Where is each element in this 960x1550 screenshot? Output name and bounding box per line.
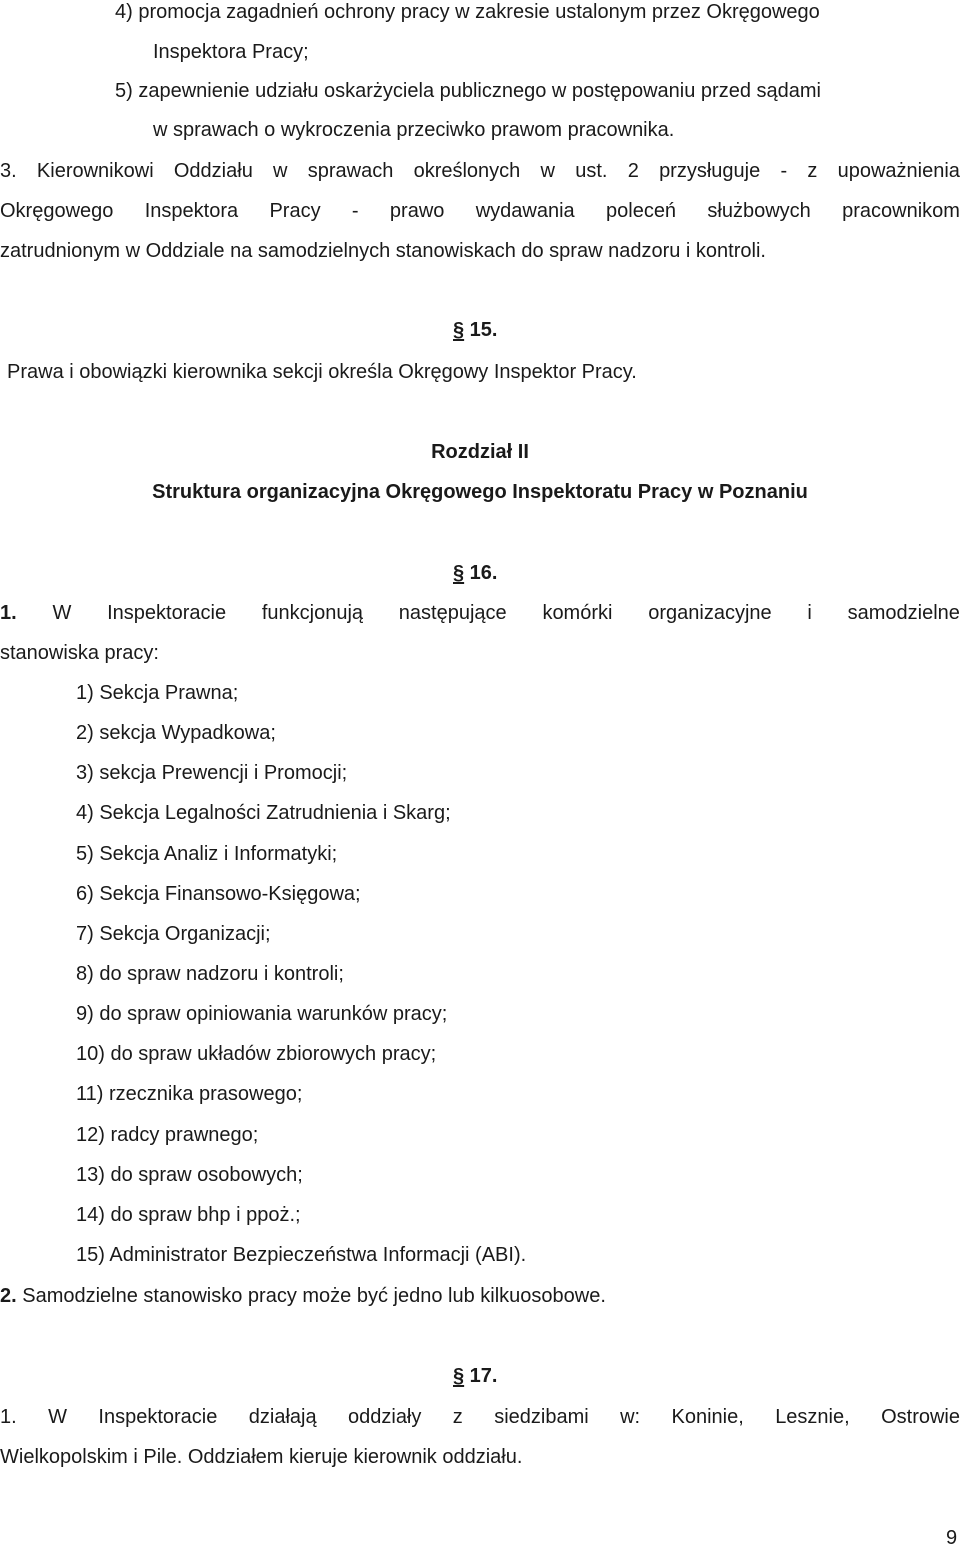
word: Inspektoracie — [107, 602, 227, 624]
section-number: 16. — [464, 562, 498, 584]
word: poleceń — [606, 200, 677, 222]
list-item: 14) do spraw bhp i ppoż.; — [76, 1204, 301, 1226]
word: upoważnienia — [837, 160, 960, 182]
para3-line3: zatrudnionym w Oddziale na samodzielnych stanowiskach do spraw nadzoru i kontroli. — [0, 240, 766, 262]
section-16-p1-line2: stanowiska pracy: — [0, 642, 159, 664]
word: W — [48, 1406, 67, 1428]
section-16-p1-line1 — [0, 601, 960, 625]
list-item: 1) Sekcja Prawna; — [76, 682, 239, 704]
word: ust. — [575, 160, 608, 182]
word: sprawach — [307, 160, 394, 182]
paragraph-number: 2. — [0, 1285, 17, 1307]
section-16-p2 — [0, 1284, 606, 1308]
list-item-5-line1: 5) zapewnienie udziału oskarżyciela publicznego w postępowaniu przed sądami — [115, 80, 821, 102]
list-item: 13) do spraw osobowych; — [76, 1164, 303, 1186]
word: określonych — [413, 160, 521, 182]
word: Okręgowego — [0, 200, 114, 222]
word: 2 — [627, 160, 639, 182]
word: samodzielne — [847, 602, 960, 624]
para3-line2 — [0, 199, 960, 223]
paragraph-number: 1. — [0, 602, 17, 624]
section-number: 15. — [464, 319, 498, 341]
word: komórki — [542, 602, 613, 624]
list-item: 10) do spraw układów zbiorowych pracy; — [76, 1043, 437, 1065]
word: wydawania — [475, 200, 575, 222]
word: przysługuje — [659, 160, 761, 182]
section-15-text: Prawa i obowiązki kierownika sekcji określa Okręgowy Inspektor Pracy. — [7, 361, 637, 383]
word: z — [807, 160, 818, 182]
section-symbol: § — [453, 319, 465, 341]
list-item: 6) Sekcja Finansowo-Księgowa; — [76, 883, 361, 905]
word: - — [780, 160, 788, 182]
word: Ostrowie — [881, 1406, 960, 1428]
para3-line1 — [0, 159, 960, 183]
list-item: 12) radcy prawnego; — [76, 1124, 259, 1146]
list-item-4-line1: 4) promocja zagadnień ochrony pracy w zakresie ustalonym przez Okręgowego — [115, 1, 820, 23]
list-item: 5) Sekcja Analiz i Informatyki; — [76, 843, 338, 865]
list-item: 7) Sekcja Organizacji; — [76, 923, 271, 945]
chapter-title: Rozdział II — [431, 441, 529, 463]
list-item: 11) rzecznika prasowego; — [76, 1083, 303, 1105]
word: Oddziału — [173, 160, 253, 182]
list-item: 2) sekcja Wypadkowa; — [76, 722, 276, 744]
word: działają — [248, 1406, 317, 1428]
list-item: 8) do spraw nadzoru i kontroli; — [76, 963, 344, 985]
list-item: 4) Sekcja Legalności Zatrudnienia i Skarg; — [76, 802, 451, 824]
word: służbowych — [707, 200, 811, 222]
word: z — [452, 1406, 463, 1428]
section-symbol: § — [453, 1365, 465, 1387]
chapter-subtitle: Struktura organizacyjna Okręgowego Inspektoratu Pracy w Poznaniu — [152, 481, 808, 503]
word: oddziały — [348, 1406, 422, 1428]
section-15-heading — [453, 318, 497, 342]
page-number: 9 — [946, 1527, 958, 1549]
paragraph-text: Samodzielne stanowisko pracy może być jedno lub kilkuosobowe. — [16, 1285, 606, 1307]
section-symbol: § — [453, 562, 465, 584]
section-17-p1-line2: Wielkopolskim i Pile. Oddziałem kieruje kierownik oddziału. — [0, 1446, 523, 1468]
word: organizacyjne — [648, 602, 772, 624]
section-17-p1-line1 — [0, 1405, 960, 1429]
list-item-4-line2: Inspektora Pracy; — [153, 41, 309, 63]
word: w — [273, 160, 288, 182]
word: prawo — [389, 200, 445, 222]
list-item-5-line2: w sprawach o wykroczenia przeciwko prawom pracownika. — [153, 119, 675, 141]
word: W — [52, 602, 72, 624]
word: 1. — [0, 1406, 17, 1428]
word: w: — [620, 1406, 641, 1428]
list-item: 9) do spraw opiniowania warunków pracy; — [76, 1003, 448, 1025]
word: Inspektoracie — [98, 1406, 218, 1428]
section-16-heading — [453, 561, 497, 585]
word: w — [540, 160, 555, 182]
list-item: 15) Administrator Bezpieczeństwa Informacji (ABI). — [76, 1244, 527, 1266]
word: Inspektora — [144, 200, 239, 222]
word: pracownikom — [842, 200, 960, 222]
word: i — [807, 602, 812, 624]
word: Lesznie, — [775, 1406, 850, 1428]
word: Koninie, — [671, 1406, 744, 1428]
word: następujące — [398, 602, 507, 624]
word: Kierownikowi — [36, 160, 154, 182]
section-17-heading — [453, 1364, 497, 1388]
section-number: 17. — [464, 1365, 498, 1387]
list-item: 3) sekcja Prewencji i Promocji; — [76, 762, 348, 784]
word: - — [351, 200, 359, 222]
para3-number: 3. — [0, 160, 17, 182]
word: siedzibami — [494, 1406, 589, 1428]
word: Pracy — [269, 200, 321, 222]
word: funkcjonują — [261, 602, 364, 624]
